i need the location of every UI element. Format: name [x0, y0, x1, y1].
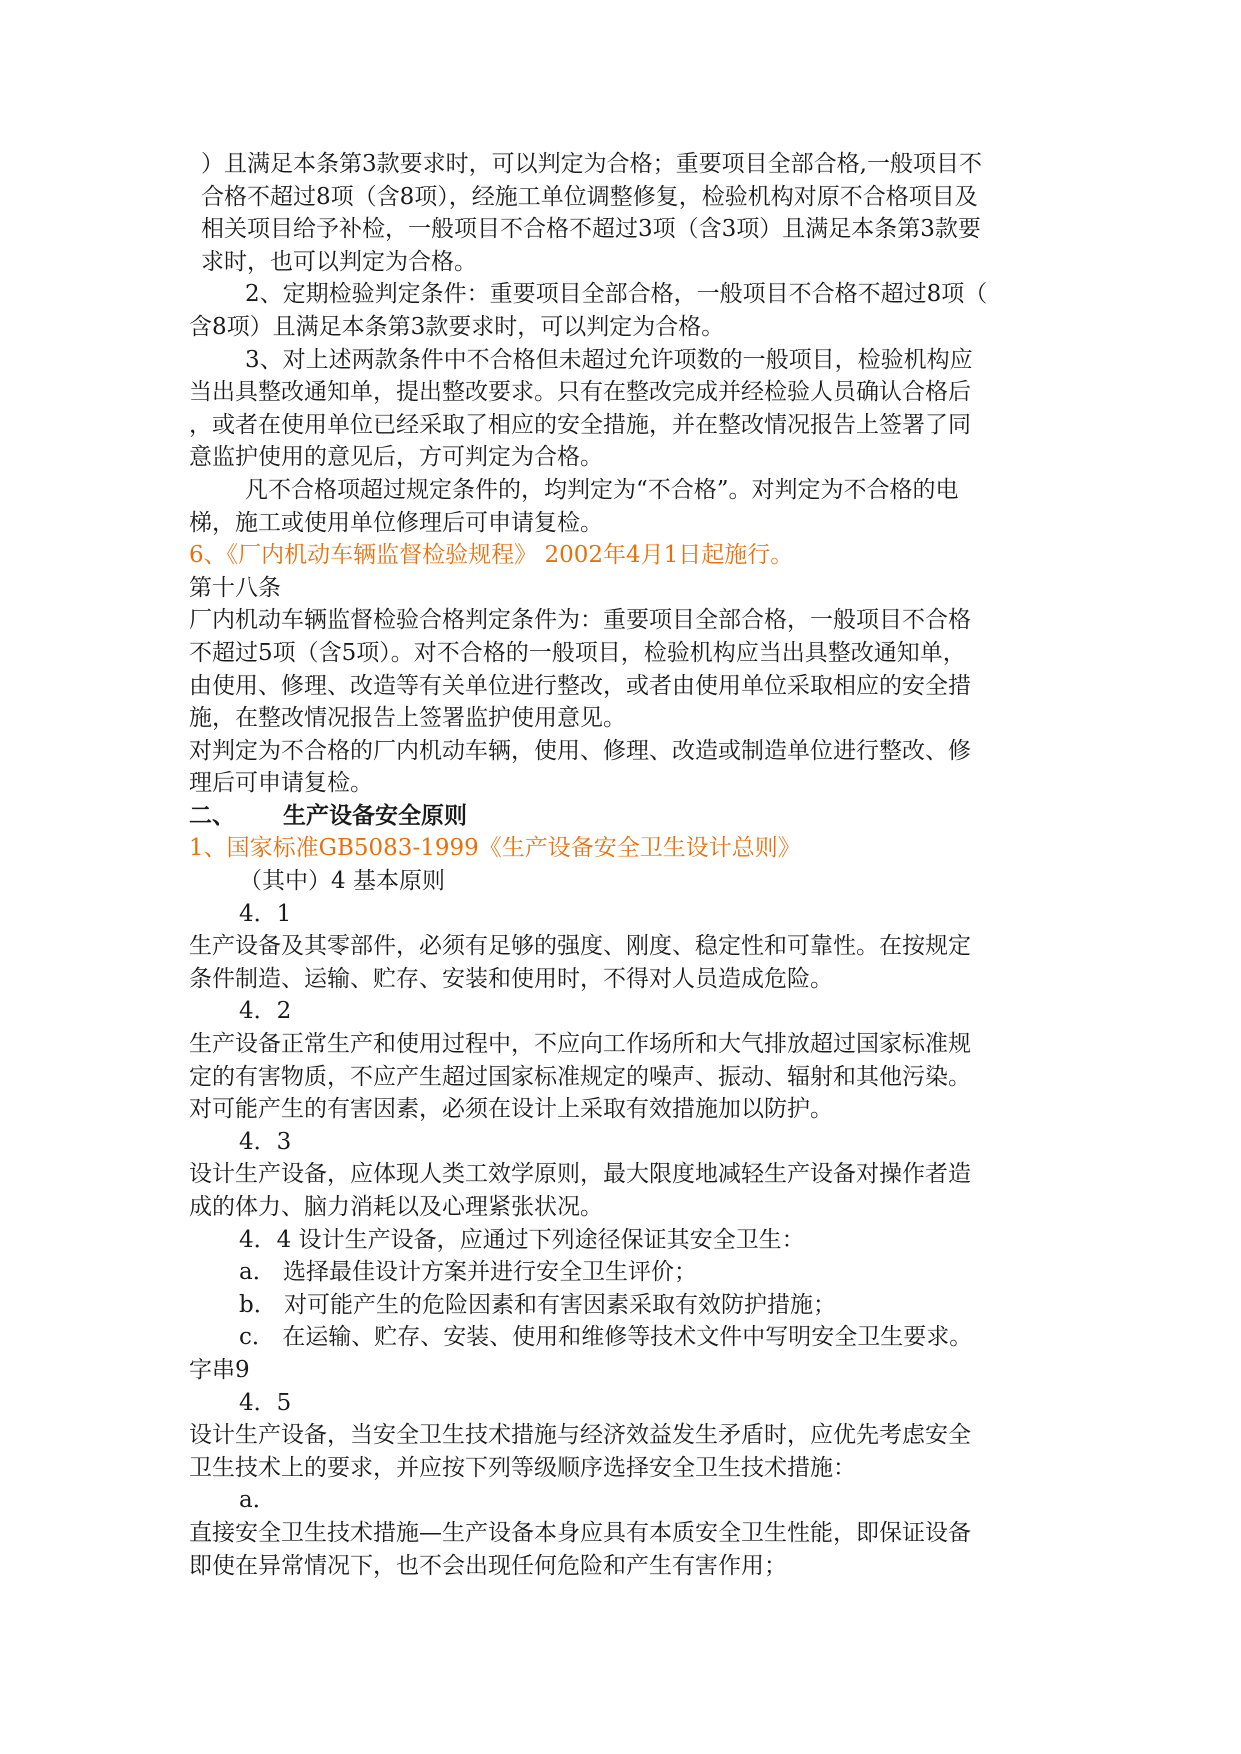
- text-line: 3、对上述两款条件中不合格但未超过允许项数的一般项目，检验机构应: [245, 346, 973, 373]
- text-line: 设计生产设备，应体现人类工效学原则，最大限度地减轻生产设备对操作者造: [189, 1161, 971, 1188]
- section-heading: 6、《厂内机动车辆监督检验规程》 2002年4月1日起施行。: [189, 542, 794, 569]
- text-line: 不超过5项（含5项）。对不合格的一般项目，检验机构应当出具整改通知单，: [189, 639, 966, 666]
- text-line: 第十八条: [189, 574, 281, 601]
- text-line: 意监护使用的意见后，方可判定为合格。: [189, 444, 603, 471]
- text-line: ，或者在使用单位已经采取了相应的安全措施，并在整改情况报告上签署了同: [189, 411, 971, 438]
- text-line: 梯，施工或使用单位修理后可申请复检。: [189, 509, 603, 536]
- text-line: 成的体力、脑力消耗以及心理紧张状况。: [189, 1194, 603, 1220]
- text-line: 条件制造、运输、贮存、安装和使用时，不得对人员造成危险。: [189, 965, 833, 992]
- text-line: 理后可申请复检。: [189, 770, 373, 797]
- text-line: 4．4 设计生产设备，应通过下列途径保证其安全卫生：: [239, 1226, 805, 1253]
- chapter-heading: 二、 生产设备安全原则: [189, 801, 467, 829]
- text-line: 施，在整改情况报告上签署监护使用意见。: [189, 705, 626, 732]
- text-line: 定的有害物质，不应产生超过国家标准规定的噪声、振动、辐射和其他污染。: [189, 1063, 971, 1090]
- text-line: 直接安全卫生技术措施—生产设备本身应具有本质安全卫生性能，即保证设备: [189, 1519, 971, 1546]
- text-line: 对可能产生的有害因素，必须在设计上采取有效措施加以防护。: [189, 1096, 833, 1123]
- text-line: 字串9: [189, 1356, 250, 1383]
- text-line: 凡不合格项超过规定条件的，均判定为“不合格”。对判定为不合格的电: [245, 476, 959, 503]
- text-line: （其中）4 基本原则: [239, 868, 445, 895]
- text-line: 生产设备正常生产和使用过程中，不应向工作场所和大气排放超过国家标准规: [189, 1031, 971, 1058]
- text-line: 求时，也可以判定为合格。: [201, 248, 477, 275]
- document-body: [189, 148, 1051, 1582]
- text-line: a．: [239, 1487, 276, 1514]
- text-line: 由使用、修理、改造等有关单位进行整改，或者由使用单位采取相应的安全措: [189, 672, 971, 699]
- text-line: ）且满足本条第3款要求时，可以判定为合格；重要项目全部合格,一般项目不: [201, 151, 982, 177]
- text-line: 含8项）且满足本条第3款要求时，可以判定为合格。: [189, 313, 725, 340]
- text-line: 2、定期检验判定条件：重要项目全部合格，一般项目不合格不超过8项（: [245, 281, 988, 308]
- section-heading: 1、国家标准GB5083-1999《生产设备安全卫生设计总则》: [189, 835, 801, 862]
- text-line: 4．1: [239, 900, 292, 927]
- text-line: 对判定为不合格的厂内机动车辆，使用、修理、改造或制造单位进行整改、修: [189, 737, 971, 764]
- text-line: 设计生产设备，当安全卫生技术措施与经济效益发生矛盾时，应优先考虑安全: [189, 1422, 971, 1449]
- text-line: 即使在异常情况下，也不会出现任何危险和产生有害作用；: [189, 1552, 787, 1579]
- text-line: 合格不超过8项（含8项），经施工单位调整修复，检验机构对原不合格项目及: [201, 183, 978, 210]
- text-line: 4．5: [239, 1389, 292, 1416]
- text-line: 生产设备及其零部件，必须有足够的强度、刚度、稳定性和可靠性。在按规定: [189, 933, 971, 960]
- text-line: 当出具整改通知单，提出整改要求。只有在整改完成并经检验人员确认合格后: [189, 379, 971, 406]
- text-line: b． 对可能产生的危险因素和有害因素采取有效防护措施；: [239, 1291, 837, 1318]
- text-line: 卫生技术上的要求，并应按下列等级顺序选择安全卫生技术措施：: [189, 1454, 856, 1481]
- text-line: 相关项目给予补检，一般项目不合格不超过3项（含3项）且满足本条第3款要: [201, 216, 981, 243]
- text-line: 4．2: [239, 998, 292, 1025]
- text-line: 厂内机动车辆监督检验合格判定条件为：重要项目全部合格，一般项目不合格: [189, 607, 971, 634]
- text-line: c． 在运输、贮存、安装、使用和维修等技术文件中写明安全卫生要求。: [239, 1324, 973, 1351]
- text-line: a． 选择最佳设计方案并进行安全卫生评价；: [239, 1259, 698, 1286]
- text-line: 4．3: [239, 1128, 292, 1155]
